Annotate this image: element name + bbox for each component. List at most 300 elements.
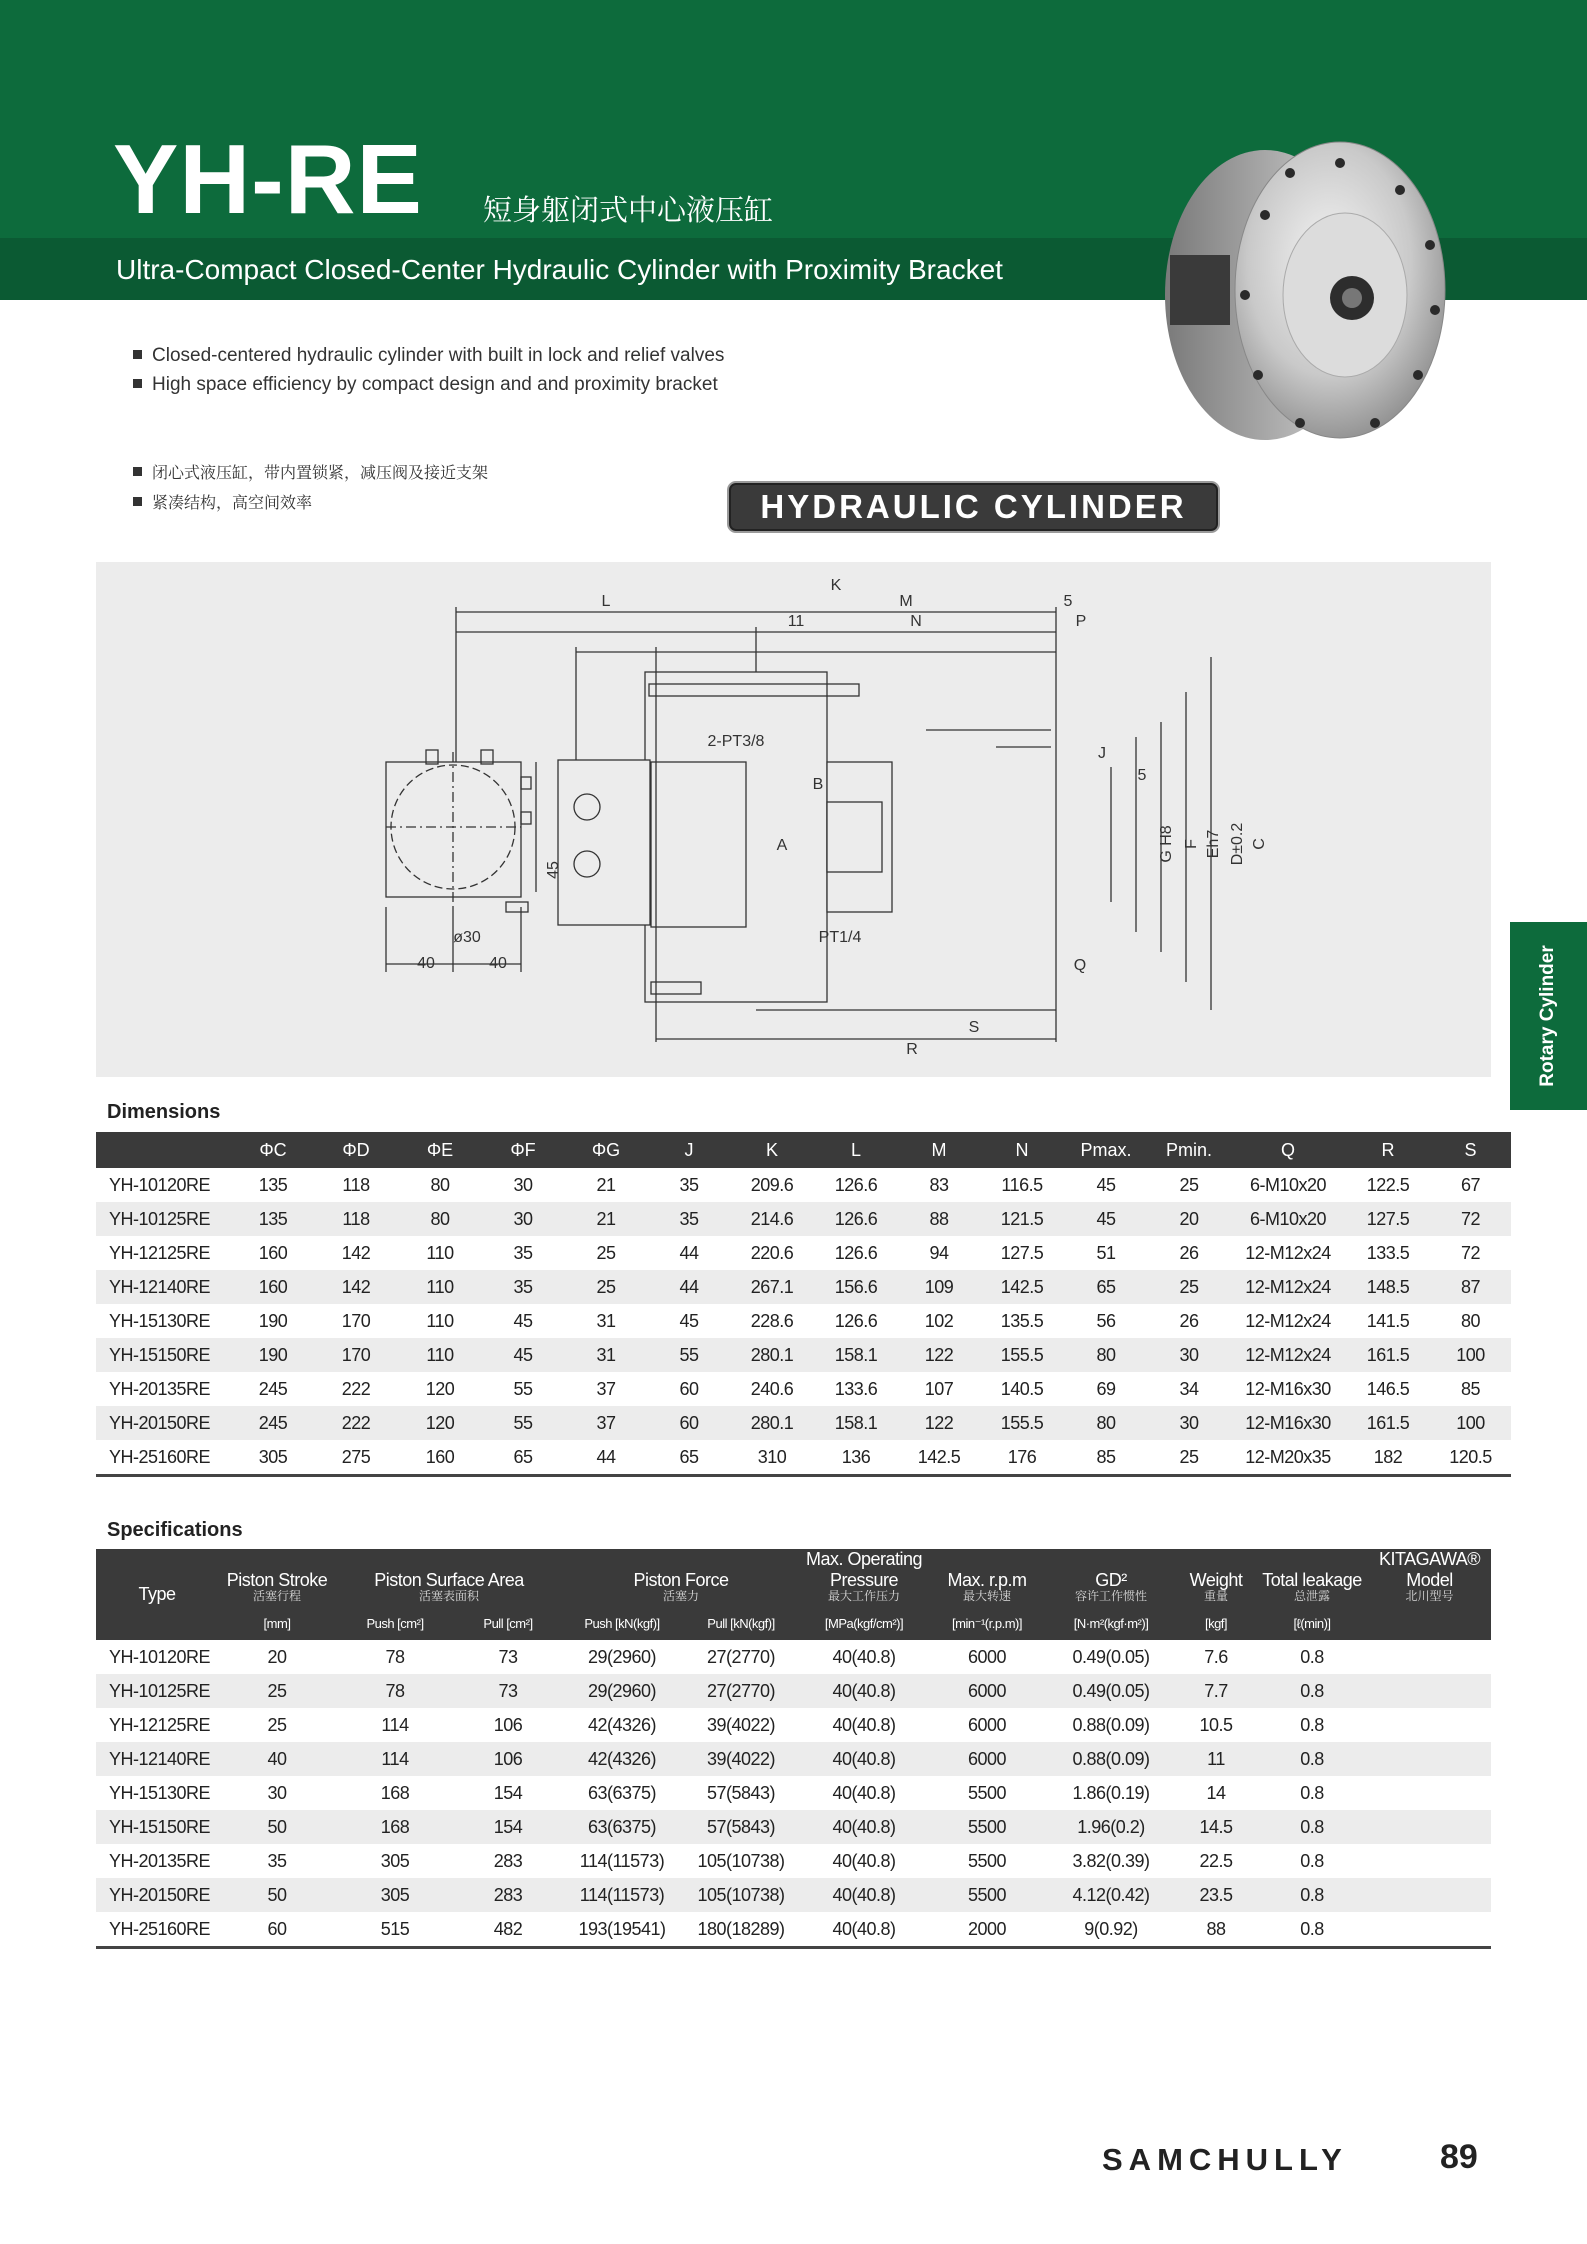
table-row	[96, 1742, 1491, 1776]
model-cell: YH-10120RE	[109, 1646, 211, 1667]
table-cell: 133.5	[1366, 1242, 1410, 1263]
table-cell: 5500	[967, 1782, 1007, 1803]
model-cell: YH-12140RE	[96, 1270, 232, 1304]
table-cell: 118	[314, 1202, 398, 1236]
table-cell: 34	[1179, 1378, 1199, 1399]
table-cell: 156.6	[814, 1270, 898, 1304]
dim-q: Q	[1073, 957, 1087, 974]
features-cn	[133, 460, 488, 520]
model-cell: YH-15130RE	[109, 1782, 211, 1803]
table-cell: 110	[398, 1338, 482, 1372]
table-cell: 6000	[928, 1742, 1046, 1776]
table-cell: 0.49(0.05)	[1072, 1646, 1150, 1667]
model-cell: YH-10120RE	[109, 1174, 211, 1195]
dim-col-header: ΦG	[564, 1132, 648, 1168]
dim-j: J	[1098, 745, 1106, 762]
table-cell: 110	[426, 1242, 454, 1263]
table-cell: 78	[336, 1674, 454, 1708]
table-cell: 3.82(0.39)	[1072, 1850, 1150, 1871]
dim-11: 11	[787, 613, 805, 630]
dim-l: L	[601, 593, 611, 610]
table-cell: 60	[648, 1406, 730, 1440]
table-cell: 220.6	[750, 1242, 794, 1263]
table-cell: 160	[232, 1270, 314, 1304]
table-cell: 51	[1096, 1242, 1116, 1263]
category-badge: HYDRAULIC CYLINDER	[727, 481, 1220, 533]
spec-h-stroke: Piston Stroke	[218, 1549, 336, 1590]
table-cell: 40(40.8)	[832, 1782, 896, 1803]
table-cell: 80	[430, 1174, 450, 1195]
table-row	[96, 1878, 1491, 1912]
table-cell: 12-M16x30	[1230, 1406, 1346, 1440]
table-cell: 40(40.8)	[832, 1714, 896, 1735]
table-cell	[1368, 1674, 1491, 1708]
product-photo	[1140, 135, 1460, 455]
table-cell: 7.6	[1204, 1646, 1228, 1667]
product-subtitle: Ultra-Compact Closed-Center Hydraulic Cylinder with Proximity Bracket	[116, 254, 1003, 285]
dim-col-header: ΦC	[232, 1132, 314, 1168]
table-cell: 126.6	[814, 1202, 898, 1236]
table-cell: 5500	[928, 1810, 1046, 1844]
dimensions-table	[96, 1132, 1511, 1477]
dim-col-header: ΦF	[482, 1132, 564, 1168]
table-cell: 170	[341, 1310, 371, 1331]
table-cell: 45	[679, 1310, 699, 1331]
side-tab-label: Rotary Cylinder	[1537, 945, 1558, 1087]
table-cell: 245	[232, 1406, 314, 1440]
table-cell	[1368, 1810, 1491, 1844]
table-cell: 6-M10x20	[1230, 1202, 1346, 1236]
table-cell: 305	[336, 1878, 454, 1912]
table-row	[96, 1372, 1511, 1406]
table-cell: 55	[513, 1378, 533, 1399]
table-cell: 1.96(0.2)	[1046, 1810, 1176, 1844]
table-cell: 55	[648, 1338, 730, 1372]
table-cell: 72	[1460, 1242, 1481, 1263]
table-cell: 6000	[967, 1646, 1007, 1667]
dim-col-header: Q	[1230, 1132, 1346, 1168]
table-cell: 193(19541)	[578, 1918, 666, 1939]
table-cell: 22.5	[1199, 1850, 1233, 1871]
table-cell: 12-M16x30	[1245, 1378, 1331, 1399]
brand-logo: SAMCHULLY	[1102, 2142, 1348, 2177]
spec-h-force: Piston Force	[562, 1549, 800, 1590]
table-cell: 20	[267, 1646, 287, 1667]
table-cell: 160	[258, 1242, 288, 1263]
table-cell: 155.5	[980, 1406, 1064, 1440]
table-cell: 5500	[967, 1850, 1007, 1871]
spec-h-pressure: Max. Operating Pressure	[800, 1549, 928, 1590]
table-cell: 12-M20x35	[1245, 1446, 1331, 1467]
spec-u-kitagawa	[1368, 1608, 1491, 1640]
feature-item: 闭心式液压缸，带内置锁紧，减压阀及接近支架	[133, 460, 488, 483]
table-cell: 133.6	[834, 1378, 878, 1399]
table-cell: 482	[493, 1918, 523, 1939]
table-cell: 20	[1148, 1202, 1230, 1236]
table-cell: 12-M12x24	[1230, 1338, 1346, 1372]
table-cell: 27(2770)	[706, 1646, 776, 1667]
table-cell: 267.1	[730, 1270, 814, 1304]
table-cell: 105(10738)	[697, 1850, 785, 1871]
table-cell: 40(40.8)	[800, 1674, 928, 1708]
table-cell: 87	[1430, 1270, 1511, 1304]
table-cell: 45	[513, 1310, 533, 1331]
table-row	[96, 1236, 1511, 1270]
table-row	[96, 1844, 1491, 1878]
table-cell: 21	[596, 1174, 616, 1195]
table-cell: 126.6	[834, 1242, 878, 1263]
table-cell: 118	[342, 1174, 370, 1195]
model-cell: YH-15150RE	[96, 1810, 218, 1844]
table-cell: 154	[454, 1810, 562, 1844]
table-cell: 0.8	[1300, 1918, 1324, 1939]
table-cell: 122.5	[1366, 1174, 1410, 1195]
table-cell: 126.6	[834, 1310, 878, 1331]
spec-u-pressure: [MPa(kgf/cm²)]	[800, 1608, 928, 1640]
table-cell: 56	[1096, 1310, 1116, 1331]
model-cell: YH-25160RE	[109, 1918, 211, 1939]
table-row	[96, 1674, 1491, 1708]
table-cell: 120.5	[1449, 1446, 1492, 1467]
table-cell: 122	[898, 1406, 980, 1440]
table-cell: 142	[314, 1270, 398, 1304]
table-cell: 154	[493, 1782, 523, 1803]
table-cell: 283	[493, 1850, 523, 1871]
table-row	[96, 1640, 1491, 1674]
table-cell: 2000	[967, 1918, 1007, 1939]
table-cell: 142	[341, 1242, 371, 1263]
table-cell: 88	[1206, 1918, 1226, 1939]
spec-h-force-cn: 活塞力	[562, 1590, 800, 1608]
table-cell: 31	[564, 1338, 648, 1372]
table-cell: 42(4326)	[587, 1714, 657, 1735]
dim-d: D±0.2	[1229, 822, 1246, 866]
bullet-icon	[133, 379, 142, 388]
model-cell: YH-10125RE	[96, 1202, 232, 1236]
table-cell: 35	[648, 1202, 730, 1236]
table-cell: 168	[336, 1810, 454, 1844]
table-cell	[1368, 1776, 1491, 1810]
bullet-icon	[133, 467, 142, 476]
table-cell: 283	[454, 1878, 562, 1912]
table-cell: 50	[218, 1878, 336, 1912]
table-cell: 0.8	[1300, 1646, 1324, 1667]
feature-item: High space efficiency by compact design and and proximity bracket	[133, 374, 724, 396]
spec-h-weight: Weight	[1176, 1549, 1256, 1590]
table-row	[96, 1168, 1511, 1202]
feature-item: Closed-centered hydraulic cylinder with built in lock and relief valves	[133, 345, 724, 367]
table-cell: 190	[258, 1310, 288, 1331]
table-cell: 161.5	[1346, 1338, 1430, 1372]
table-cell: 65	[679, 1446, 699, 1467]
table-cell: 280.1	[730, 1338, 814, 1372]
model-cell: YH-12125RE	[109, 1242, 211, 1263]
model-cell: YH-25160RE	[109, 1446, 211, 1467]
table-cell: 29(2960)	[562, 1674, 682, 1708]
spec-header-row	[96, 1549, 1491, 1590]
spec-header-row-units	[96, 1608, 1491, 1640]
dim-40a: 40	[417, 955, 435, 972]
dim-5b: 5	[1137, 767, 1147, 784]
table-cell: 515	[380, 1918, 410, 1939]
dim-col-header: K	[730, 1132, 814, 1168]
table-cell: 12-M12x24	[1245, 1310, 1331, 1331]
spec-h-kitagawa: KITAGAWA® Model	[1368, 1549, 1491, 1590]
table-cell: 83	[929, 1174, 949, 1195]
table-cell: 1.86(0.19)	[1072, 1782, 1150, 1803]
table-cell: 26	[1179, 1310, 1199, 1331]
table-cell: 94	[929, 1242, 949, 1263]
table-cell: 107	[924, 1378, 954, 1399]
table-cell: 106	[493, 1714, 523, 1735]
table-cell: 222	[314, 1406, 398, 1440]
spec-h-weight-cn: 重量	[1176, 1590, 1256, 1608]
table-cell: 182	[1373, 1446, 1403, 1467]
dim-col-header: S	[1430, 1132, 1511, 1168]
table-cell: 55	[482, 1406, 564, 1440]
table-cell: 65	[513, 1446, 533, 1467]
table-cell: 106	[454, 1742, 562, 1776]
table-cell: 0.8	[1300, 1782, 1324, 1803]
table-row	[96, 1708, 1491, 1742]
dim-col-header: R	[1346, 1132, 1430, 1168]
table-cell: 120	[398, 1406, 482, 1440]
table-cell: 72	[1430, 1202, 1511, 1236]
dim-k: K	[830, 577, 842, 594]
table-cell: 142.5	[980, 1270, 1064, 1304]
table-cell: 80	[1460, 1310, 1481, 1331]
side-tab	[1510, 922, 1587, 1110]
table-row	[96, 1270, 1511, 1304]
dim-col-header: N	[980, 1132, 1064, 1168]
table-cell: 12-M12x24	[1245, 1242, 1331, 1263]
table-cell: 7.7	[1176, 1674, 1256, 1708]
table-cell: 14.5	[1176, 1810, 1256, 1844]
dim-col-header	[96, 1132, 232, 1168]
model-cell: YH-20150RE	[96, 1406, 232, 1440]
table-cell: 60	[679, 1378, 699, 1399]
table-cell: 27(2770)	[682, 1674, 800, 1708]
table-cell: 275	[341, 1446, 371, 1467]
table-cell: 44	[596, 1446, 616, 1467]
spec-h-gd-cn: 容许工作惯性	[1046, 1590, 1176, 1608]
dim-s: S	[968, 1019, 980, 1036]
table-cell: 37	[596, 1378, 616, 1399]
table-cell: 30	[1148, 1406, 1230, 1440]
table-cell: 73	[454, 1674, 562, 1708]
table-cell: 25	[267, 1714, 287, 1735]
table-cell: 100	[1430, 1406, 1511, 1440]
spec-h-rpm-cn: 最大转速	[928, 1590, 1046, 1608]
table-cell: 9(0.92)	[1084, 1918, 1138, 1939]
table-cell: 60	[267, 1918, 287, 1939]
table-row	[96, 1406, 1511, 1440]
table-cell: 141.5	[1366, 1310, 1410, 1331]
dim-5a: 5	[1063, 593, 1073, 610]
table-cell: 0.8	[1256, 1810, 1368, 1844]
table-cell: 80	[1064, 1338, 1148, 1372]
table-cell	[1368, 1640, 1491, 1674]
model-cell: YH-20135RE	[109, 1850, 211, 1871]
table-cell: 67	[1460, 1174, 1481, 1195]
table-cell: 35	[513, 1242, 533, 1263]
table-cell: 40(40.8)	[800, 1810, 928, 1844]
specifications-table	[96, 1549, 1491, 1949]
spec-h-stroke-cn: 活塞行程	[218, 1590, 336, 1608]
table-cell: 0.8	[1256, 1742, 1368, 1776]
dim-r: R	[906, 1041, 918, 1058]
dim-col-header: Pmin.	[1148, 1132, 1230, 1168]
table-cell: 0.8	[1300, 1714, 1324, 1735]
spec-h-gd: GD²	[1046, 1549, 1176, 1590]
table-cell: 0.8	[1256, 1878, 1368, 1912]
table-cell: 135	[232, 1202, 314, 1236]
product-title: YH-RE	[113, 124, 423, 234]
table-cell: 135	[258, 1174, 288, 1195]
table-cell: 127.5	[1346, 1202, 1430, 1236]
table-cell	[1368, 1878, 1491, 1912]
table-cell: 85	[1096, 1446, 1116, 1467]
table-cell: 176	[1007, 1446, 1037, 1467]
feature-item: 紧凑结构，高空间效率	[133, 490, 488, 513]
table-cell: 160	[425, 1446, 455, 1467]
spec-u-rpm: [min⁻¹(r.p.m)]	[928, 1608, 1046, 1640]
spec-h-area: Piston Surface Area	[336, 1549, 562, 1590]
table-cell: 11	[1176, 1742, 1256, 1776]
spec-h-pressure-cn: 最大工作压力	[800, 1590, 928, 1608]
dim-col-header: ΦD	[314, 1132, 398, 1168]
table-cell	[1368, 1708, 1491, 1742]
table-cell: 100	[1430, 1338, 1511, 1372]
table-cell: 109	[898, 1270, 980, 1304]
table-cell: 214.6	[730, 1202, 814, 1236]
table-cell: 78	[385, 1646, 405, 1667]
table-cell: 0.88(0.09)	[1046, 1742, 1176, 1776]
dim-40b: 40	[489, 955, 507, 972]
table-cell: 102	[924, 1310, 954, 1331]
table-cell: 40(40.8)	[800, 1742, 928, 1776]
table-cell: 45	[1064, 1202, 1148, 1236]
model-cell: YH-15150RE	[96, 1338, 232, 1372]
model-cell: YH-15130RE	[109, 1310, 211, 1331]
dim-col-header: L	[814, 1132, 898, 1168]
table-cell: 158.1	[814, 1406, 898, 1440]
spec-h-type: Type	[96, 1549, 218, 1640]
table-cell: 25	[596, 1242, 616, 1263]
table-cell: 116.5	[1001, 1174, 1043, 1195]
table-cell: 63(6375)	[562, 1810, 682, 1844]
dim-pt14: PT1/4	[818, 929, 862, 946]
spec-h-leak: Total leakage	[1256, 1549, 1368, 1590]
table-row	[96, 1440, 1511, 1476]
table-row	[96, 1304, 1511, 1338]
table-cell: 6000	[928, 1674, 1046, 1708]
table-cell: 31	[596, 1310, 616, 1331]
table-cell: 0.88(0.09)	[1072, 1714, 1150, 1735]
table-cell	[1368, 1742, 1491, 1776]
table-cell: 127.5	[1000, 1242, 1044, 1263]
spec-u-weight: [kgf]	[1176, 1608, 1256, 1640]
table-cell: 158.1	[814, 1338, 898, 1372]
table-cell: 114(11573)	[579, 1850, 665, 1871]
table-cell: 105(10738)	[682, 1878, 800, 1912]
spec-u-area-push: Push [cm²]	[336, 1608, 454, 1640]
table-cell: 0.8	[1256, 1674, 1368, 1708]
dim-col-header: Pmax.	[1064, 1132, 1148, 1168]
table-cell: 190	[232, 1338, 314, 1372]
model-cell: YH-12125RE	[109, 1714, 211, 1735]
table-cell: 35	[482, 1270, 564, 1304]
spec-h-rpm: Max. r.p.m	[928, 1549, 1046, 1590]
spec-u-leak: [ℓ(min)]	[1256, 1608, 1368, 1640]
table-cell: 29(2960)	[587, 1646, 657, 1667]
table-cell: 155.5	[980, 1338, 1064, 1372]
table-cell	[1368, 1912, 1491, 1948]
dim-col-header: M	[898, 1132, 980, 1168]
table-cell: 85	[1460, 1378, 1481, 1399]
page-number: 89	[1440, 2138, 1478, 2176]
model-cell: YH-10125RE	[96, 1674, 218, 1708]
dim-e: Eh7	[1205, 829, 1222, 859]
table-row	[96, 1776, 1491, 1810]
bullet-icon	[133, 350, 142, 359]
dim-f: F	[1183, 839, 1200, 849]
table-cell: 110	[398, 1270, 482, 1304]
table-cell: 25	[1148, 1270, 1230, 1304]
table-cell: 240.6	[750, 1378, 794, 1399]
table-cell: 30	[267, 1782, 287, 1803]
table-cell: 57(5843)	[706, 1782, 776, 1803]
table-cell: 25	[1179, 1174, 1199, 1195]
table-cell: 140.5	[1000, 1378, 1044, 1399]
table-cell: 73	[498, 1646, 518, 1667]
dim-45: 45	[545, 861, 562, 879]
table-cell: 122	[898, 1338, 980, 1372]
dimensions-header-row	[96, 1132, 1511, 1168]
dim-col-header: J	[648, 1132, 730, 1168]
table-cell: 69	[1096, 1378, 1116, 1399]
table-cell: 120	[425, 1378, 455, 1399]
table-cell: 6000	[967, 1714, 1007, 1735]
table-cell: 310	[757, 1446, 787, 1467]
table-cell: 110	[426, 1310, 454, 1331]
model-cell: YH-20150RE	[96, 1878, 218, 1912]
table-row	[96, 1912, 1491, 1948]
table-row	[96, 1338, 1511, 1372]
dim-c: C	[1251, 838, 1268, 850]
table-cell: 30	[482, 1202, 564, 1236]
table-cell: 88	[898, 1202, 980, 1236]
table-cell: 305	[258, 1446, 288, 1467]
table-cell: 40(40.8)	[800, 1878, 928, 1912]
table-cell: 10.5	[1199, 1714, 1233, 1735]
dim-phi30: ø30	[453, 929, 481, 946]
table-cell: 180(18289)	[697, 1918, 785, 1939]
table-cell: 40(40.8)	[832, 1646, 896, 1667]
dim-col-header: ΦE	[398, 1132, 482, 1168]
model-cell: YH-12140RE	[96, 1742, 218, 1776]
table-cell: 222	[341, 1378, 371, 1399]
table-cell: 37	[564, 1406, 648, 1440]
table-cell: 6-M10x20	[1249, 1174, 1327, 1195]
table-cell: 114	[381, 1714, 409, 1735]
table-cell: 146.5	[1366, 1378, 1410, 1399]
spec-h-area-cn: 活塞表面积	[336, 1590, 562, 1608]
table-cell: 245	[258, 1378, 288, 1399]
table-cell: 26	[1179, 1242, 1199, 1263]
table-cell: 25	[564, 1270, 648, 1304]
specifications-title: Specifications	[107, 1519, 243, 1541]
